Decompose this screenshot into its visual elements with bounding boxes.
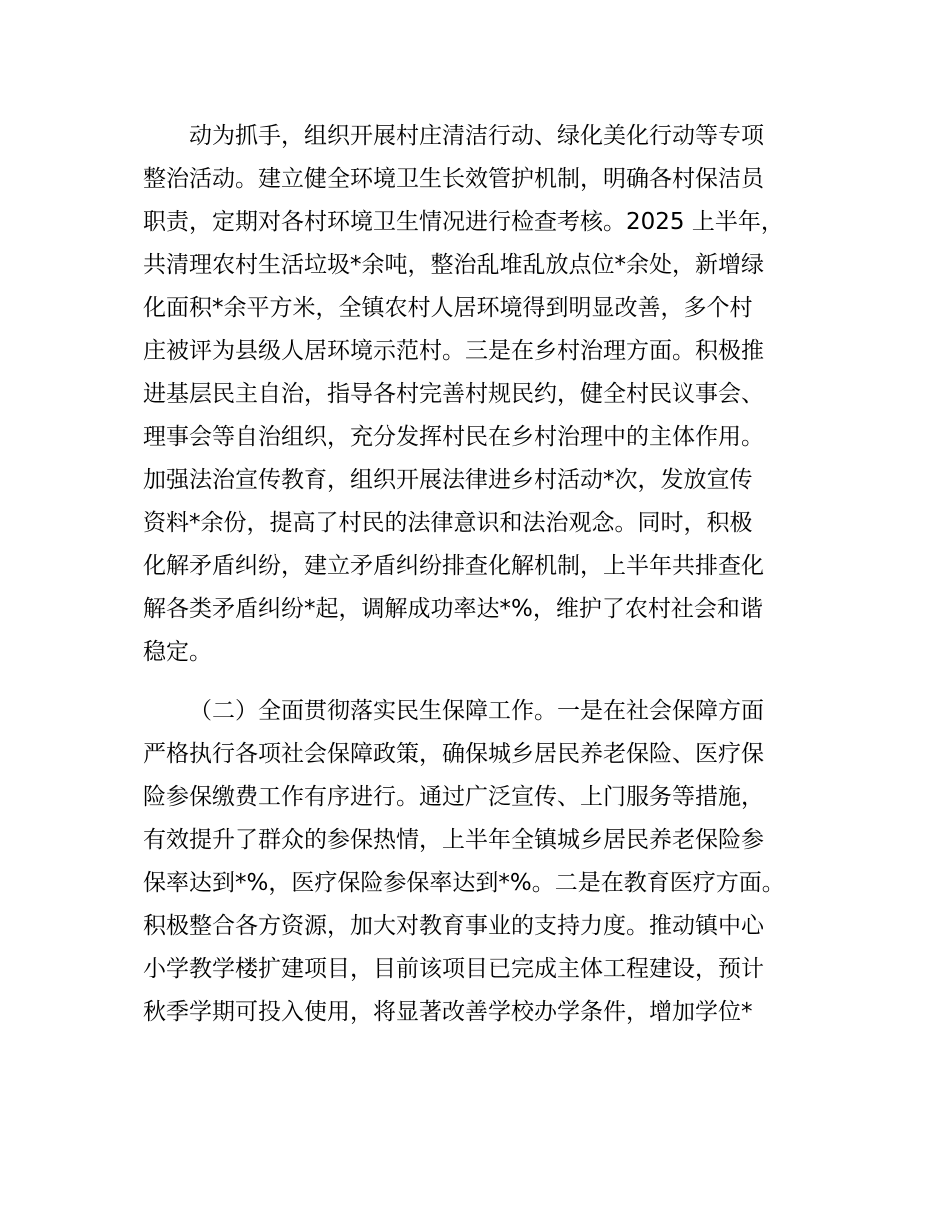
section-heading-line: （二）全面贯彻落实民生保障工作。一是在社会保障方面 xyxy=(189,698,764,724)
text-line: 共清理农村生活垃圾*余吨，整治乱堆乱放点位*余处，新增绿 xyxy=(143,252,764,278)
text-line: 整治活动。建立健全环境卫生长效管护机制，明确各村保洁员 xyxy=(143,166,764,192)
text-line: 加强法治宣传教育，组织开展法律进乡村活动*次，发放宣传 xyxy=(143,467,753,493)
text-line: 严格执行各项社会保障政策，确保城乡居民养老保险、医疗保 xyxy=(143,741,764,767)
paragraph-livelihood-security xyxy=(143,690,843,1034)
text-line: 秋季学期可投入使用，将显著改善学校办学条件，增加学位* xyxy=(143,999,753,1025)
text-line: 保率达到*%，医疗保险参保率达到*%。二是在教育医疗方面。 xyxy=(143,870,785,896)
text-line: 解各类矛盾纠纷*起，调解成功率达*%，维护了农村社会和谐 xyxy=(143,596,763,622)
text-line: 化面积*余平方米，全镇农村人居环境得到明显改善，多个村 xyxy=(143,295,753,321)
text-line: 进基层民主自治，指导各村完善村规民约，健全村民议事会、 xyxy=(143,381,764,407)
text-line: 庄被评为县级人居环境示范村。三是在乡村治理方面。积极推 xyxy=(143,338,764,364)
text-line: 有效提升了群众的参保热情，上半年全镇城乡居民养老保险参 xyxy=(143,827,764,853)
text-line: 资料*余份，提高了村民的法律意识和法治观念。同时，积极 xyxy=(143,510,753,536)
text-line: 化解矛盾纠纷，建立矛盾纠纷排查化解机制，上半年共排查化 xyxy=(143,553,764,579)
text-line: 积极整合各方资源，加大对教育事业的支持力度。推动镇中心 xyxy=(143,913,764,939)
text-line: 小学教学楼扩建项目，目前该项目已完成主体工程建设，预计 xyxy=(143,956,764,982)
text-line: 险参保缴费工作有序进行。通过广泛宣传、上门服务等措施， xyxy=(143,784,764,810)
text-line: 职责，定期对各村环境卫生情况进行检查考核。2025 上半年， xyxy=(143,209,784,235)
text-line: 稳定。 xyxy=(143,639,212,665)
text-line: 理事会等自治组织，充分发挥村民在乡村治理中的主体作用。 xyxy=(143,424,764,450)
paragraph-rural-governance xyxy=(143,115,843,674)
text-line: 动为抓手，组织开展村庄清洁行动、绿化美化行动等专项 xyxy=(189,123,764,149)
